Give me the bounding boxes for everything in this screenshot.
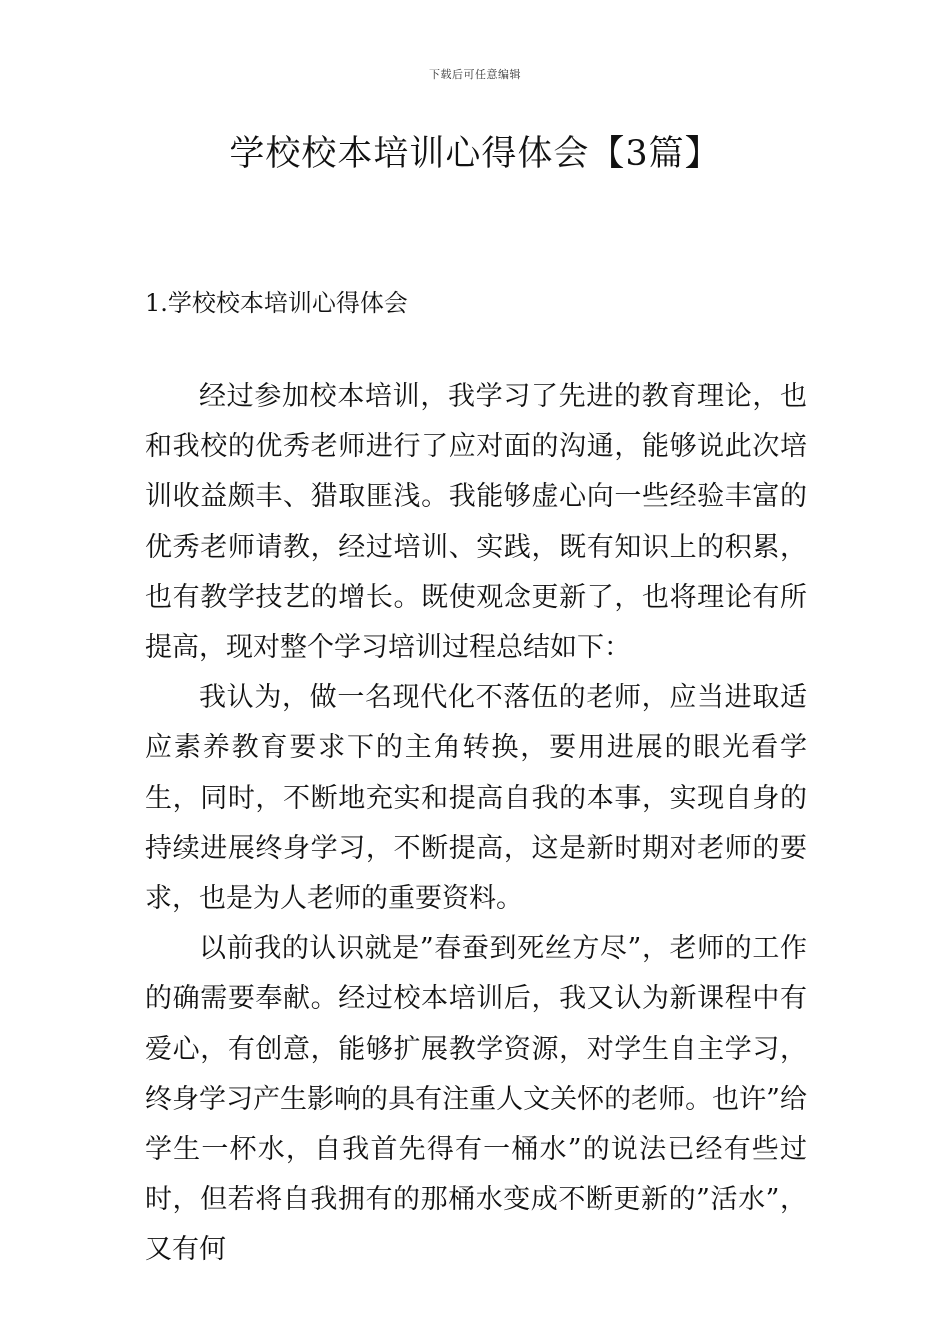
paragraph-3: 以前我的认识就是”春蚕到死丝方尽”，老师的工作的确需要奉献。经过校本培训后，我又认为新课程中有爱心，有创意，能够扩展教学资源，对学生自主学习，终身学习产生影响的具有注重人文关怀的老师。也许”给学生一杯水，自我首先得有一桶水”的说法已经有些过时，但若将自我拥有的那桶水变成不断更新的”活水”，又有何: [145, 933, 807, 1266]
document-title: 学校校本培训心得体会【3篇】: [229, 134, 721, 174]
paragraph-1: 经过参加校本培训，我学习了先进的教育理论，也和我校的优秀老师进行了应对面的沟通，能够说此次培训收益颇丰、猎取匪浅。我能够虚心向一些经验丰富的优秀老师请教，经过培训、实践，既有知识上的积累，也有教学技艺的增长。既使观念更新了，也将理论有所提高，现对整个学习培训过程总结如下：: [145, 381, 807, 664]
header-note: 下载后可任意编辑: [429, 68, 521, 81]
paragraph-2: 我认为，做一名现代化不落伍的老师，应当进取适应素养教育要求下的主角转换，要用进展的眼光看学生，同时，不断地充实和提高自我的本事，实现自身的持续进展终身学习，不断提高，这是新时期对老师的要求，也是为人老师的重要资料。: [145, 682, 807, 915]
section-heading: 1.学校校本培训心得体会: [145, 289, 408, 317]
body-text: [145, 372, 807, 1276]
